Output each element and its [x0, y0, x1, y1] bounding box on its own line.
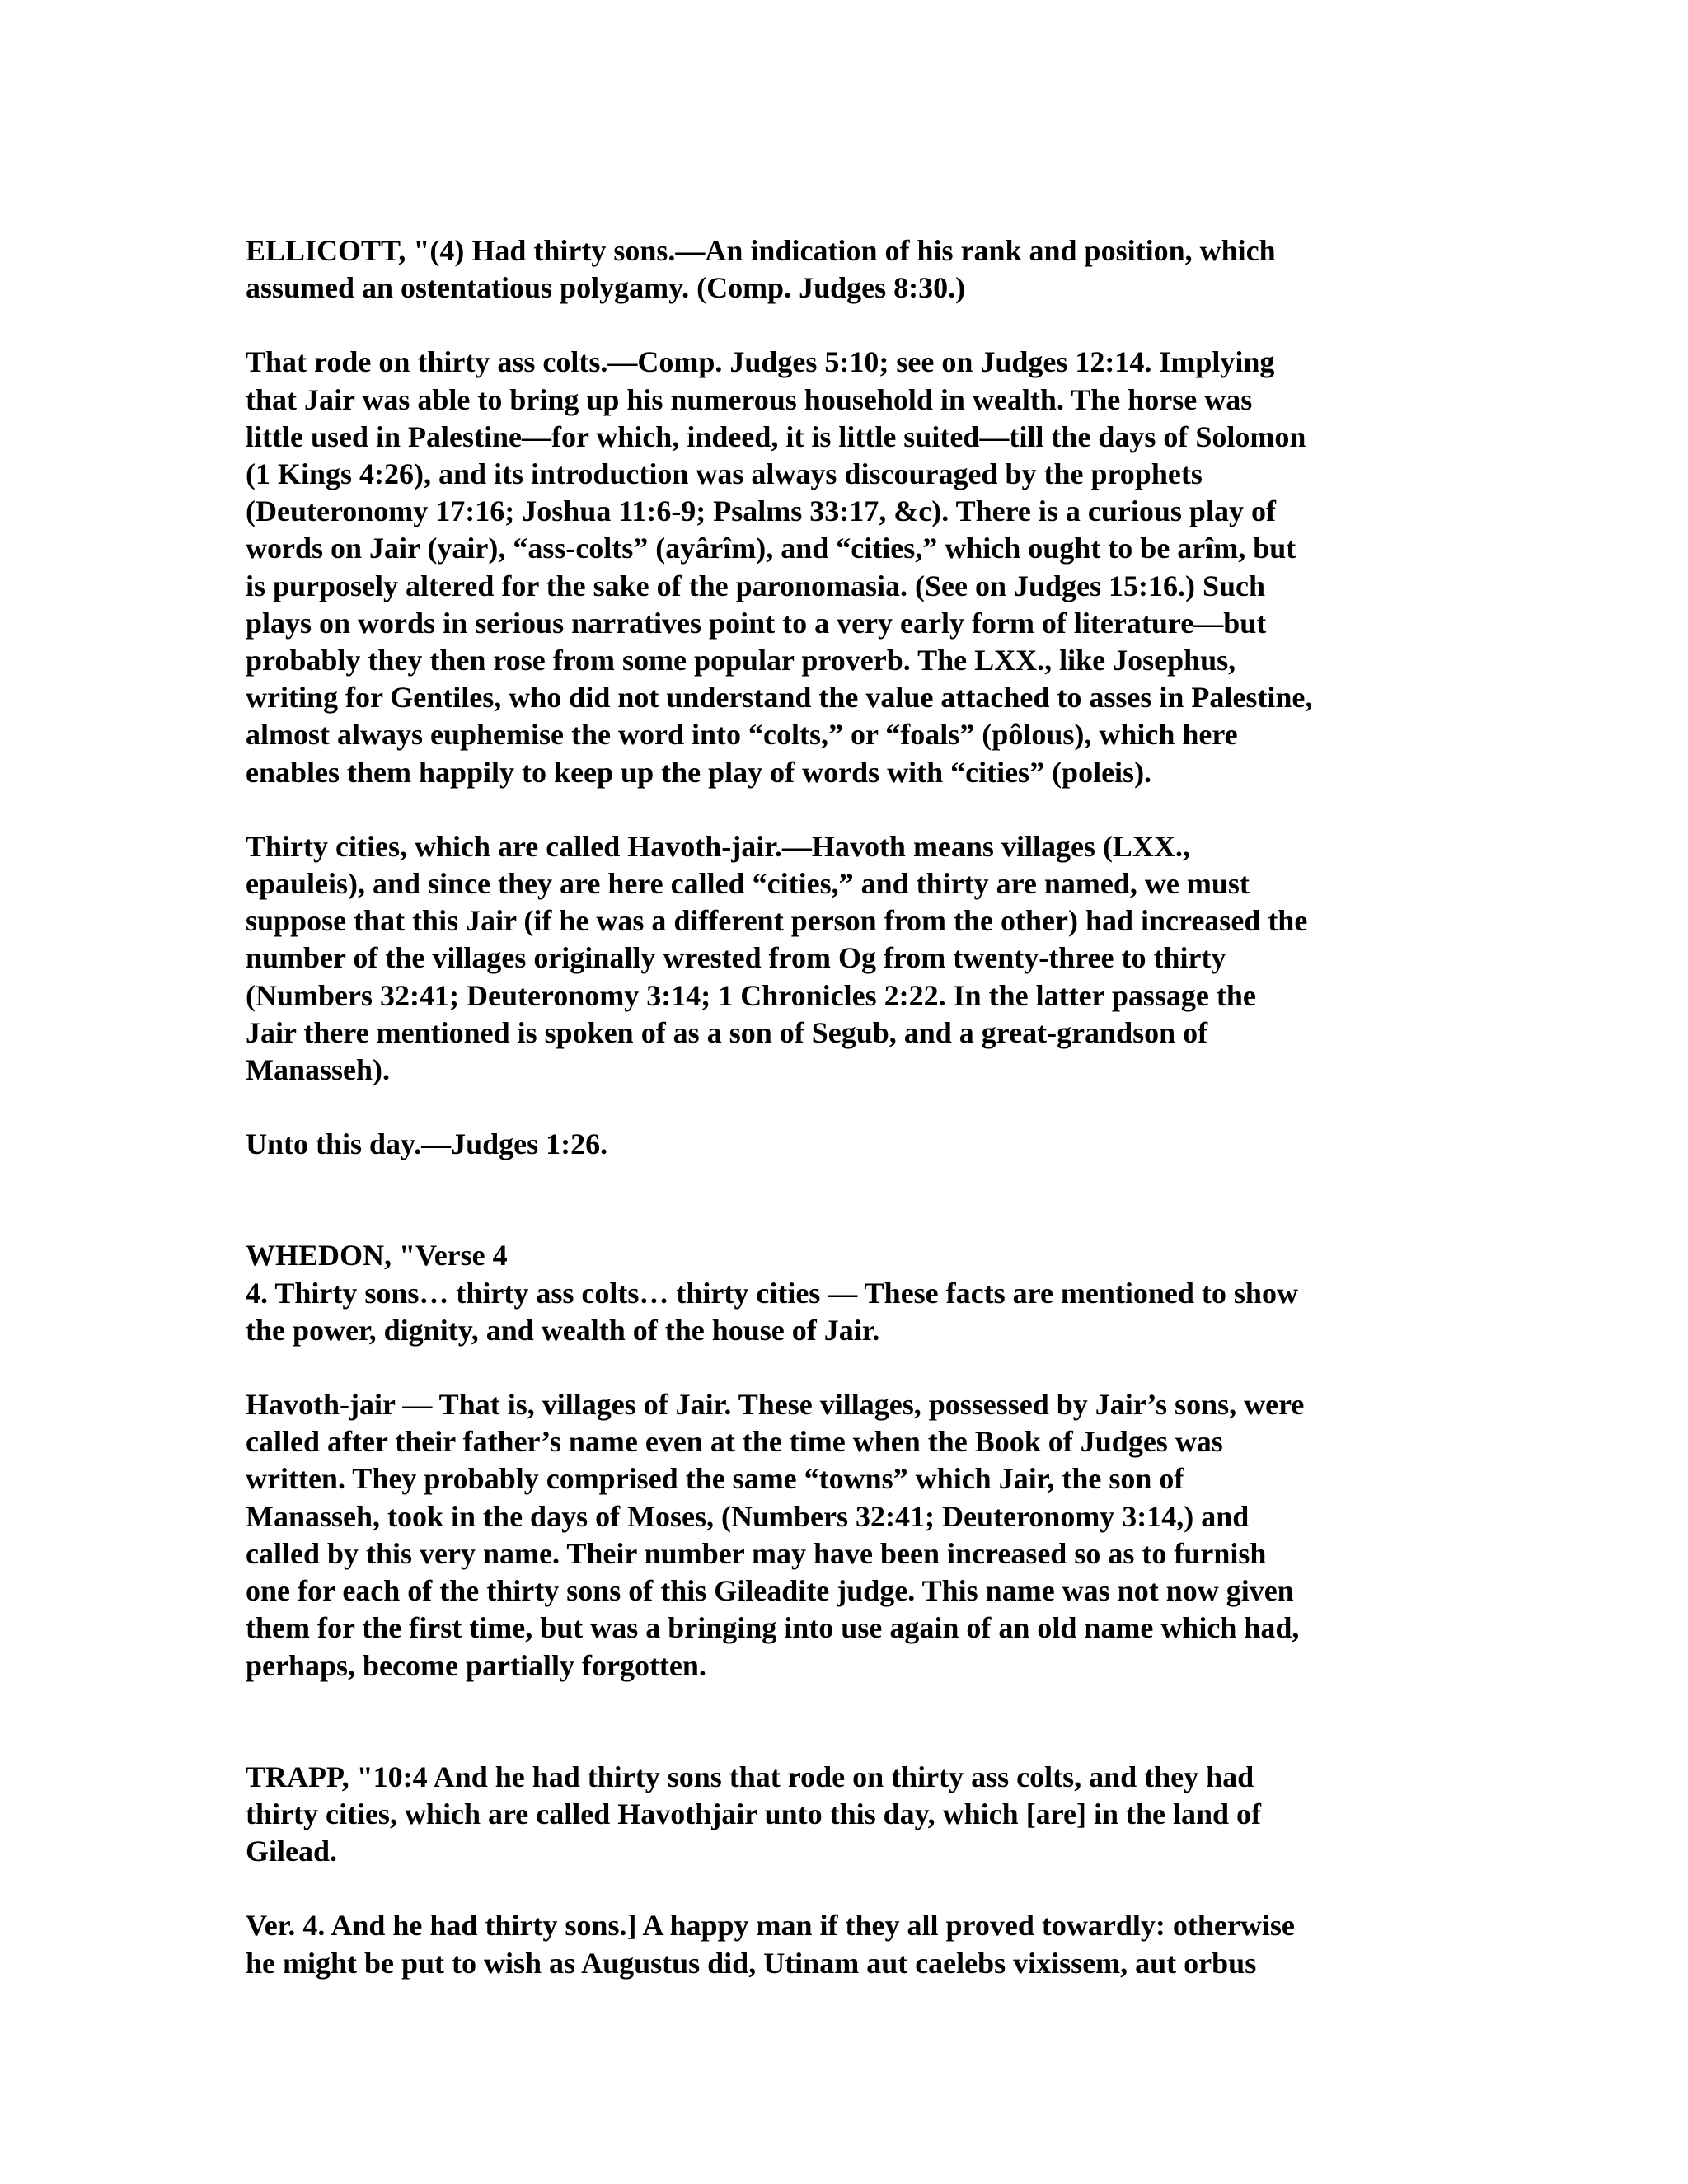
- text-line: Manasseh).: [246, 1053, 391, 1087]
- text-line: Jair there mentioned is spoken of as a son of Segub, and a great-grandson of: [246, 1015, 1208, 1049]
- paragraph-gap: [246, 1089, 1449, 1126]
- text-line: that Jair was able to bring up his numerous household in wealth. The horse was: [246, 382, 1253, 416]
- text-line: 4. Thirty sons… thirty ass colts… thirty cities — These facts are mentioned to show: [246, 1276, 1298, 1310]
- text-line: probably they then rose from some popular proverb. The LXX., like Josephus,: [246, 644, 1236, 677]
- text-line: Havoth-jair — That is, villages of Jair. These villages, possessed by Jair’s sons, were: [246, 1388, 1305, 1422]
- text-line: is purposely altered for the sake of the paronomasia. (See on Judges 15:16.) Such: [246, 569, 1266, 602]
- paragraph-gap: [246, 307, 1449, 344]
- ellicott-unto-this-day-paragraph: [246, 1126, 1449, 1163]
- text-line: TRAPP, "10:4 And he had thirty sons that rode on thirty ass colts, and they had: [246, 1760, 1254, 1793]
- ellicott-thirty-cities-paragraph: [246, 828, 1449, 1089]
- text-line: WHEDON, "Verse 4: [246, 1239, 508, 1272]
- whedon-havoth-jair-paragraph: [246, 1386, 1449, 1685]
- text-line: one for each of the thirty sons of this Gileadite judge. This name was not now given: [246, 1574, 1294, 1608]
- text-line: written. They probably comprised the same “towns” which Jair, the son of: [246, 1462, 1184, 1496]
- text-line: assumed an ostentatious polygamy. (Comp. Judges 8:30.): [246, 271, 966, 305]
- document-page: [246, 232, 1449, 1982]
- text-line: ELLICOTT, "(4) Had thirty sons.—An indication of his rank and position, which: [246, 234, 1276, 267]
- text-line: almost always euphemise the word into “colts,” or “foals” (pôlous), which here: [246, 718, 1238, 752]
- text-line: Thirty cities, which are called Havoth-jair.—Havoth means villages (LXX.,: [246, 829, 1190, 863]
- text-line: Unto this day.—Judges 1:26.: [246, 1127, 608, 1161]
- ellicott-ass-colts-paragraph: [246, 344, 1449, 790]
- text-line: (1 Kings 4:26), and its introduction was always discouraged by the prophets: [246, 457, 1203, 491]
- text-line: (Numbers 32:41; Deuteronomy 3:14; 1 Chronicles 2:22. In the latter passage the: [246, 978, 1256, 1012]
- paragraph-gap: [246, 1870, 1449, 1907]
- text-line: epauleis), and since they are here called “cities,” and thirty are named, we must: [246, 867, 1250, 901]
- text-line: suppose that this Jair (if he was a different person from the other) had increased the: [246, 904, 1308, 938]
- trapp-comment-paragraph: [246, 1907, 1449, 1981]
- text-line: Ver. 4. And he had thirty sons.] A happy man if they all proved towardly: otherwise: [246, 1909, 1295, 1943]
- section-gap: [246, 1685, 1449, 1759]
- text-line: he might be put to wish as Augustus did, Utinam aut caelebs vixissem, aut orbus: [246, 1946, 1257, 1980]
- paragraph-gap: [246, 791, 1449, 828]
- text-line: them for the first time, but was a bringing into use again of an old name which had,: [246, 1611, 1300, 1645]
- text-line: words on Jair (yair), “ass-colts” (ayârîm), and “cities,” which ought to be arîm, but: [246, 532, 1296, 565]
- text-line: perhaps, become partially forgotten.: [246, 1648, 706, 1682]
- text-line: called after their father’s name even at the time when the Book of Judges was: [246, 1425, 1223, 1459]
- text-line: called by this very name. Their number may have been increased so as to furnish: [246, 1536, 1267, 1570]
- text-line: enables them happily to keep up the play of words with “cities” (poleis).: [246, 755, 1152, 789]
- ellicott-intro-paragraph: [246, 232, 1449, 307]
- text-line: number of the villages originally wrested from Og from twenty-three to thirty: [246, 941, 1226, 975]
- section-gap: [246, 1163, 1449, 1237]
- text-line: Gilead.: [246, 1835, 338, 1868]
- text-line: the power, dignity, and wealth of the house of Jair.: [246, 1313, 880, 1347]
- text-line: (Deuteronomy 17:16; Joshua 11:6-9; Psalms 33:17, &c). There is a curious play of: [246, 494, 1276, 528]
- trapp-verse-paragraph: [246, 1759, 1449, 1871]
- paragraph-gap: [246, 1349, 1449, 1386]
- text-line: Manasseh, took in the days of Moses, (Numbers 32:41; Deuteronomy 3:14,) and: [246, 1499, 1250, 1533]
- text-line: thirty cities, which are called Havothjair unto this day, which [are] in the land of: [246, 1797, 1262, 1830]
- text-line: That rode on thirty ass colts.—Comp. Judges 5:10; see on Judges 12:14. Implying: [246, 345, 1275, 379]
- whedon-verse-paragraph: [246, 1237, 1449, 1349]
- text-line: plays on words in serious narratives point to a very early form of literature—but: [246, 606, 1267, 640]
- text-line: little used in Palestine—for which, indeed, it is little suited—till the days of Solomon: [246, 419, 1306, 453]
- text-line: writing for Gentiles, who did not understand the value attached to asses in Palestine,: [246, 681, 1313, 715]
